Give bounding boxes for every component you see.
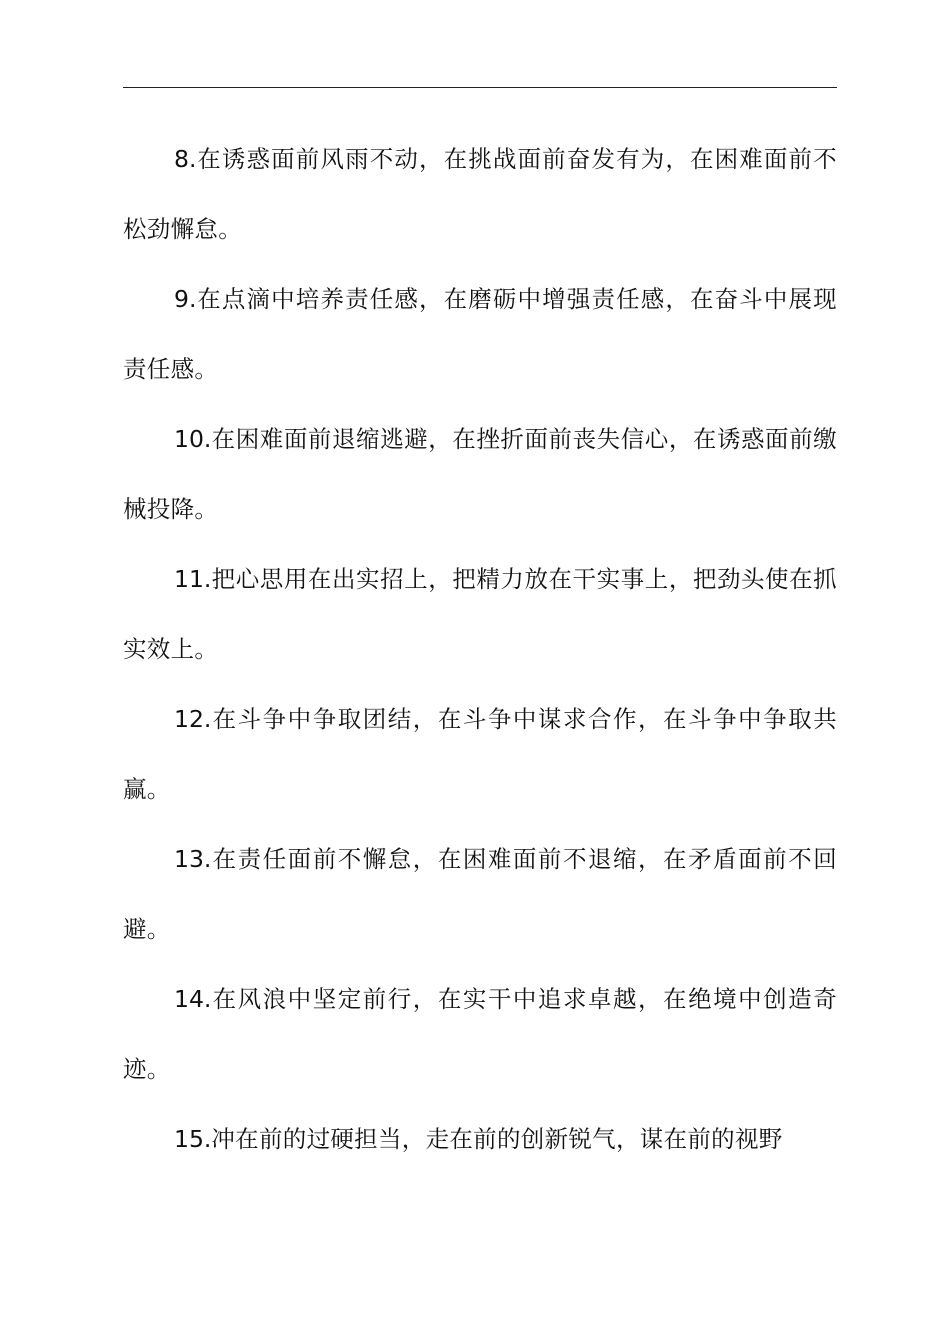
item-text: 在风浪中坚定前行，在实干中追求卓越，在绝境中创造奇迹。	[123, 985, 837, 1083]
list-item-15	[123, 1104, 837, 1174]
item-text: 在诱惑面前风雨不动，在挑战面前奋发有为，在困难面前不松劲懈怠。	[123, 145, 837, 243]
item-number: 9.	[174, 285, 197, 313]
item-number: 14.	[174, 985, 212, 1013]
list-item-8	[123, 124, 837, 264]
list-item-11	[123, 544, 837, 684]
item-number: 8.	[174, 145, 197, 173]
item-number: 15.	[174, 1125, 212, 1153]
list-item-10	[123, 404, 837, 544]
item-text: 在斗争中争取团结，在斗争中谋求合作，在斗争中争取共赢。	[123, 705, 837, 803]
list-item-13	[123, 824, 837, 964]
list-item-14	[123, 964, 837, 1104]
item-number: 10.	[174, 425, 212, 453]
list-item-12	[123, 684, 837, 824]
header-rule	[123, 87, 837, 88]
item-text: 把心思用在出实招上，把精力放在干实事上，把劲头使在抓实效上。	[123, 565, 837, 663]
item-number: 11.	[174, 565, 212, 593]
item-number: 13.	[174, 845, 212, 873]
document-body	[123, 124, 837, 1174]
item-text: 在责任面前不懈怠，在困难面前不退缩，在矛盾面前不回避。	[123, 845, 837, 943]
item-text: 在困难面前退缩逃避，在挫折面前丧失信心，在诱惑面前缴械投降。	[123, 425, 837, 523]
item-text: 冲在前的过硬担当，走在前的创新锐气，谋在前的视野	[211, 1125, 783, 1153]
item-text: 在点滴中培养责任感，在磨砺中增强责任感，在奋斗中展现责任感。	[123, 285, 837, 383]
item-number: 12.	[174, 705, 212, 733]
list-item-9	[123, 264, 837, 404]
